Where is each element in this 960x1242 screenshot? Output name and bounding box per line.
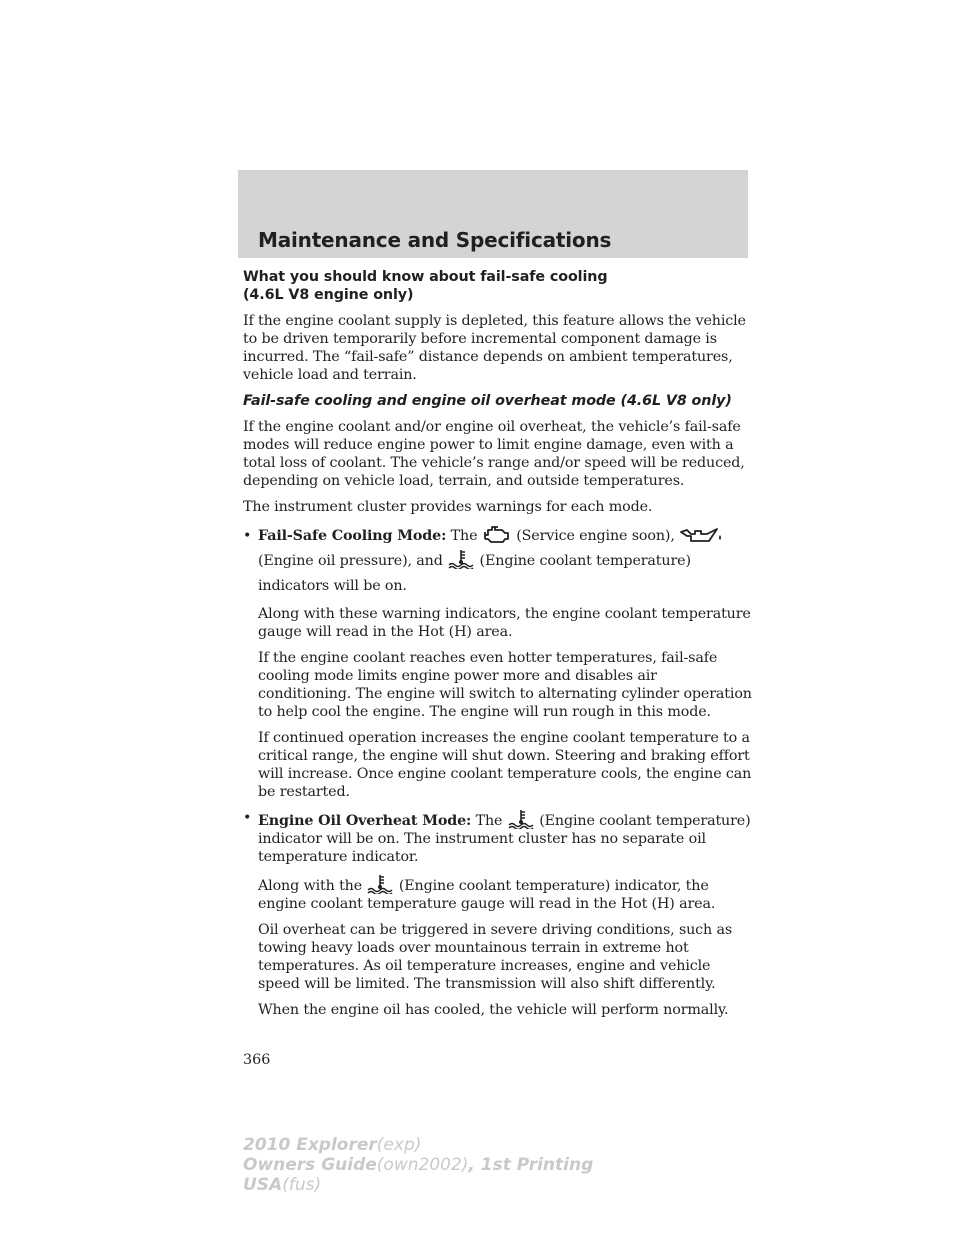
heading-fail-safe-cooling (243, 268, 753, 304)
page-number: 366 (243, 1052, 271, 1068)
print-footer (243, 1135, 593, 1195)
coolant-temp-icon (447, 549, 475, 569)
paragraph-cluster-warnings: The instrument cluster provides warnings for each mode. (243, 499, 653, 515)
text-coolant-indicator-on: (Engine coolant temperature) indicator will be on. The instrument cluster has no separate oil temperature indicator. (258, 813, 751, 865)
text-service-engine-soon: (Service engine soon), (516, 528, 675, 544)
bullet-fail-safe-cooling-mode (243, 524, 753, 599)
term-oil-overheat: Engine Oil Overheat Mode: (258, 813, 472, 829)
footer-line-1 (243, 1135, 593, 1155)
bullet-dot: • (243, 528, 252, 544)
text-gauge-hot: (Engine coolant temperature) indicator, the engine coolant temperature gauge will read in the Hot (H) area. (258, 878, 716, 912)
paragraph-fail-safe-intro: If the engine coolant supply is depleted, this feature allows the vehicle to be driven temporarily before incremental component damage is incurred. The “fail-safe” distance depends on ambient temperatures, vehicle load and terrain. (243, 313, 746, 383)
paragraph-along-with (258, 874, 753, 913)
footer-line-3 (243, 1175, 593, 1195)
engine-icon (482, 524, 512, 544)
text-coolant-temperature: (Engine coolant temperature) indicators will be on. (258, 553, 691, 594)
paragraph-hotter-temperatures: If the engine coolant reaches even hotter temperatures, fail-safe cooling mode limits engine power more and disables air conditioning. The engine will switch to alternating cylinder operation to help cool the engine. The engine will run rough in this mode. (258, 650, 752, 720)
section-title: Maintenance and Specifications (258, 228, 612, 252)
bullet-dot: • (243, 810, 252, 826)
footer-guide-code: (own2002) (376, 1155, 469, 1175)
footer-model: 2010 Explorer (243, 1135, 377, 1155)
footer-guide: Owners Guide (243, 1155, 377, 1175)
heading-line-2: (4.6L V8 engine only) (243, 287, 414, 303)
paragraph-oil-cooled: When the engine oil has cooled, the vehicle will perform normally. (258, 1002, 729, 1018)
text-along-with: Along with the (258, 878, 363, 894)
section-header-band (238, 170, 748, 258)
bullet1-details (243, 605, 753, 801)
bullet-engine-oil-overheat-mode (243, 809, 753, 866)
footer-printing: , 1st Printing (468, 1155, 594, 1175)
paragraph-gauge-hot: Along with these warning indicators, the engine coolant temperature gauge will read in the Hot (H) area. (258, 606, 751, 640)
paragraph-severe-conditions: Oil overheat can be triggered in severe driving conditions, such as towing heavy loads over mountainous terrain in extreme hot temperatures. As oil temperature increases, engine and vehicle speed will be limited. The transmission will also shift differently. (258, 922, 733, 992)
text-oil-pressure: (Engine oil pressure), and (258, 553, 443, 569)
text-the: The (450, 528, 478, 544)
paragraph-modes: If the engine coolant and/or engine oil overheat, the vehicle’s fail-safe modes will reduce engine power to limit engine damage, even with a total loss of coolant. The vehicle’s range and/or speed will be reduced, depending on vehicle load, terrain, and outside temperatures. (243, 419, 745, 489)
coolant-temp-icon (366, 874, 394, 894)
oil-can-icon (679, 526, 723, 544)
bullet2-details (243, 874, 753, 1019)
heading-line-1: What you should know about fail-safe cooling (243, 269, 608, 285)
term-fail-safe-cooling: Fail-Safe Cooling Mode: (258, 528, 447, 544)
heading-oil-overheat-mode: Fail-safe cooling and engine oil overheat mode (4.6L V8 only) (243, 393, 732, 409)
page-content (243, 268, 753, 1027)
paragraph-shutdown: If continued operation increases the engine coolant temperature to a critical range, the engine will shut down. Steering and braking effort will increase. Once engine coolant temperature cools, the engine can be restarted. (258, 730, 752, 800)
footer-line-2 (243, 1155, 593, 1175)
footer-market: USA (243, 1175, 283, 1195)
coolant-temp-icon (507, 809, 535, 829)
footer-market-code: (fus) (282, 1175, 322, 1195)
footer-model-code: (exp) (376, 1135, 422, 1155)
text-the: The (475, 813, 503, 829)
